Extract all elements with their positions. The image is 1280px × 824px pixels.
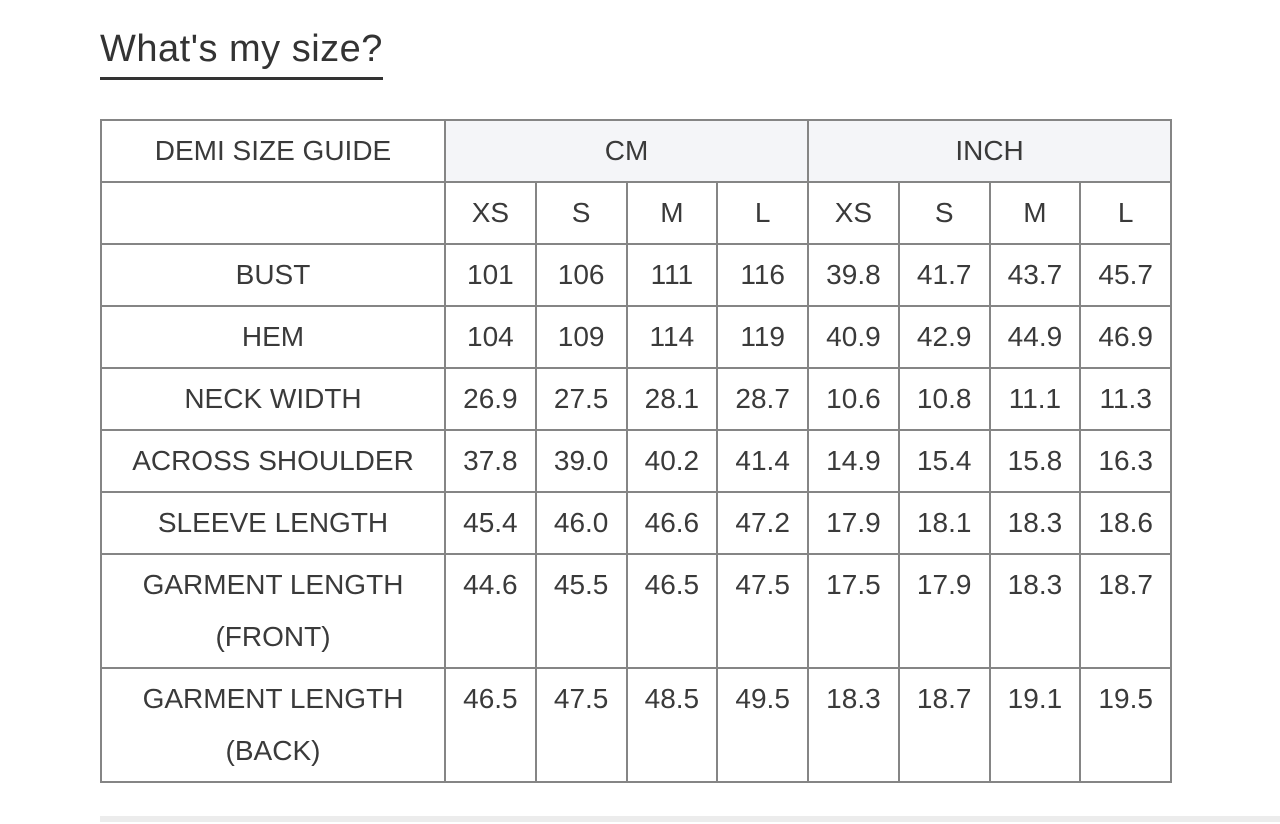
measurement-label: GARMENT LENGTH (BACK)	[101, 668, 445, 782]
measurement-label: ACROSS SHOULDER	[101, 430, 445, 492]
section-divider	[100, 816, 1280, 822]
size-header-cell: XS	[445, 182, 536, 244]
measurement-value: 41.7	[899, 244, 990, 306]
measurement-value: 10.6	[808, 368, 899, 430]
measurement-label: HEM	[101, 306, 445, 368]
measurement-value: 46.5	[627, 554, 718, 668]
unit-header-inch: INCH	[808, 120, 1171, 182]
size-header-cell: M	[627, 182, 718, 244]
measurement-value: 111	[627, 244, 718, 306]
size-header-row	[101, 182, 1171, 244]
measurement-label: GARMENT LENGTH (FRONT)	[101, 554, 445, 668]
measurement-value: 10.8	[899, 368, 990, 430]
table-row	[101, 244, 1171, 306]
measurement-value: 49.5	[717, 668, 808, 782]
measurement-value: 39.8	[808, 244, 899, 306]
size-header-cell: L	[1080, 182, 1171, 244]
measurement-value: 18.3	[990, 492, 1081, 554]
table-row	[101, 368, 1171, 430]
measurement-value: 106	[536, 244, 627, 306]
measurement-value: 101	[445, 244, 536, 306]
measurement-value: 18.7	[1080, 554, 1171, 668]
size-header-cell: XS	[808, 182, 899, 244]
measurement-value: 114	[627, 306, 718, 368]
table-corner-label: DEMI SIZE GUIDE	[101, 120, 445, 182]
measurement-value: 45.7	[1080, 244, 1171, 306]
measurement-value: 109	[536, 306, 627, 368]
table-row	[101, 668, 1171, 782]
measurement-value: 18.6	[1080, 492, 1171, 554]
measurement-value: 41.4	[717, 430, 808, 492]
measurement-value: 37.8	[445, 430, 536, 492]
measurement-value: 45.5	[536, 554, 627, 668]
size-header-cell: M	[990, 182, 1081, 244]
measurement-value: 18.3	[808, 668, 899, 782]
measurement-value: 43.7	[990, 244, 1081, 306]
measurement-label: SLEEVE LENGTH	[101, 492, 445, 554]
size-header-cell: S	[536, 182, 627, 244]
size-guide-table-body	[101, 244, 1171, 782]
measurement-value: 19.5	[1080, 668, 1171, 782]
measurement-value: 15.8	[990, 430, 1081, 492]
size-header-empty-cell	[101, 182, 445, 244]
measurement-value: 40.2	[627, 430, 718, 492]
measurement-value: 44.6	[445, 554, 536, 668]
measurement-value: 104	[445, 306, 536, 368]
table-row	[101, 430, 1171, 492]
measurement-value: 14.9	[808, 430, 899, 492]
measurement-label: NECK WIDTH	[101, 368, 445, 430]
measurement-label: BUST	[101, 244, 445, 306]
measurement-value: 11.3	[1080, 368, 1171, 430]
measurement-value: 18.3	[990, 554, 1081, 668]
measurement-value: 26.9	[445, 368, 536, 430]
table-row	[101, 306, 1171, 368]
measurement-value: 17.9	[808, 492, 899, 554]
measurement-value: 44.9	[990, 306, 1081, 368]
size-header-cell: S	[899, 182, 990, 244]
unit-header-cm: CM	[445, 120, 808, 182]
measurement-value: 47.5	[536, 668, 627, 782]
table-row	[101, 492, 1171, 554]
size-guide-table	[100, 119, 1172, 783]
measurement-value: 116	[717, 244, 808, 306]
measurement-value: 119	[717, 306, 808, 368]
measurement-value: 48.5	[627, 668, 718, 782]
measurement-value: 42.9	[899, 306, 990, 368]
measurement-value: 18.1	[899, 492, 990, 554]
measurement-value: 46.9	[1080, 306, 1171, 368]
page-title: What's my size?	[100, 28, 383, 80]
measurement-value: 28.7	[717, 368, 808, 430]
measurement-value: 19.1	[990, 668, 1081, 782]
measurement-value: 11.1	[990, 368, 1081, 430]
measurement-value: 39.0	[536, 430, 627, 492]
measurement-value: 47.2	[717, 492, 808, 554]
measurement-value: 47.5	[717, 554, 808, 668]
measurement-value: 17.9	[899, 554, 990, 668]
measurement-value: 15.4	[899, 430, 990, 492]
measurement-value: 40.9	[808, 306, 899, 368]
measurement-value: 46.0	[536, 492, 627, 554]
measurement-value: 17.5	[808, 554, 899, 668]
measurement-value: 28.1	[627, 368, 718, 430]
measurement-value: 16.3	[1080, 430, 1171, 492]
measurement-value: 27.5	[536, 368, 627, 430]
size-header-cell: L	[717, 182, 808, 244]
unit-header-row	[101, 120, 1171, 182]
measurement-value: 46.6	[627, 492, 718, 554]
measurement-value: 45.4	[445, 492, 536, 554]
measurement-value: 18.7	[899, 668, 990, 782]
measurement-value: 46.5	[445, 668, 536, 782]
table-row	[101, 554, 1171, 668]
